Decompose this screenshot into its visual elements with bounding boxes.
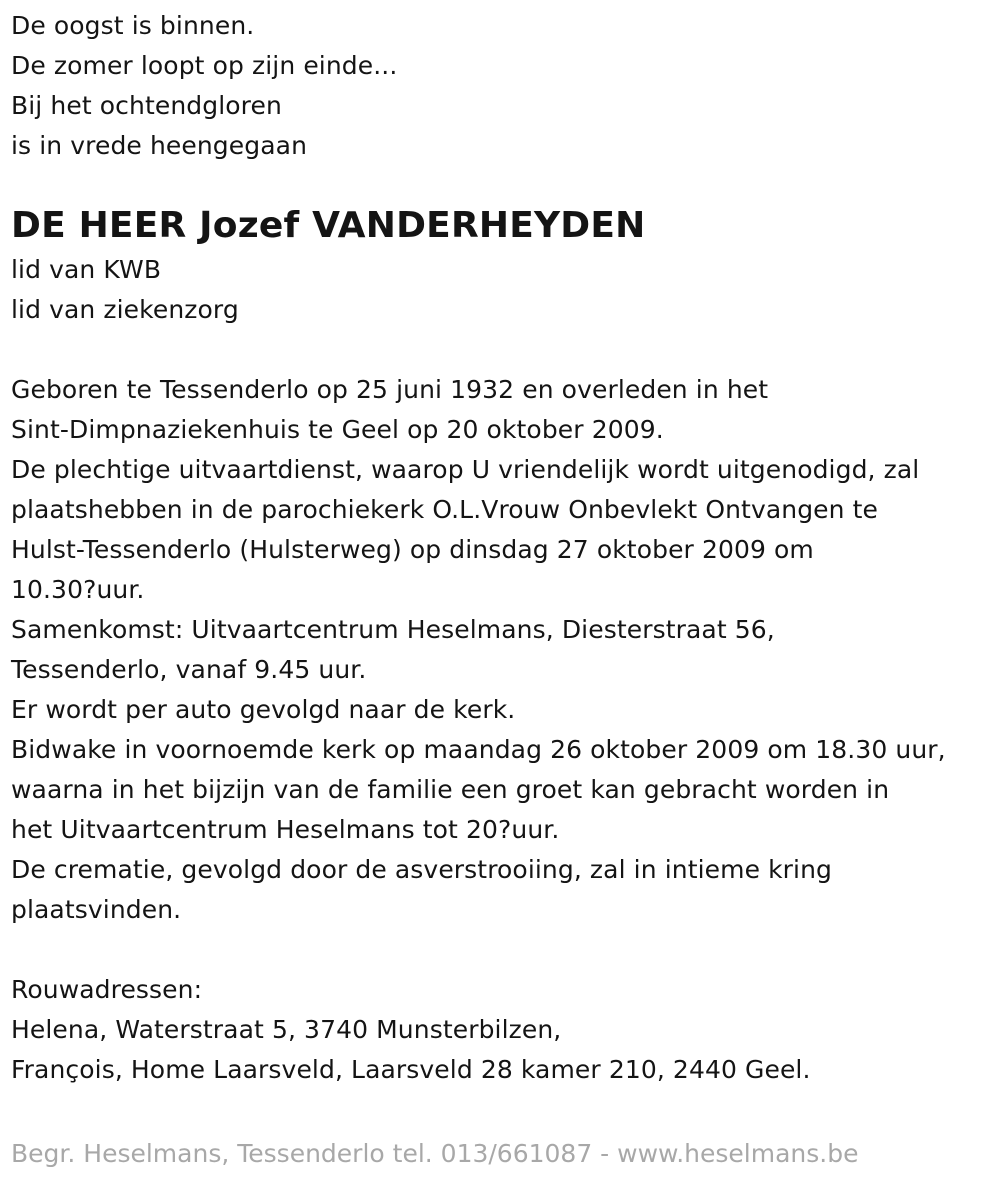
memberships-block <box>11 250 1000 330</box>
membership-line: lid van ziekenzorg <box>11 295 239 324</box>
addresses-heading: Rouwadressen: <box>11 975 203 1004</box>
address-line: Helena, Waterstraat 5, 3740 Munsterbilzen, <box>11 1015 562 1044</box>
announcement-line: het Uitvaartcentrum Heselmans tot 20?uur. <box>11 815 560 844</box>
poem-block <box>11 6 1000 166</box>
announcement-line: Hulst-Tessenderlo (Hulsterweg) op dinsdag 27 oktober 2009 om <box>11 535 814 564</box>
announcement-line: Tessenderlo, vanaf 9.45 uur. <box>11 655 367 684</box>
poem-line: is in vrede heengegaan <box>11 131 308 160</box>
announcement-line: Geboren te Tessenderlo op 25 juni 1932 en overleden in het <box>11 375 769 404</box>
deceased-name: DE HEER Jozef VANDERHEYDEN <box>11 205 646 246</box>
announcement-line: Sint-Dimpnaziekenhuis te Geel op 20 oktober 2009. <box>11 415 664 444</box>
announcement-line: plaatshebben in de parochiekerk O.L.Vrouw Onbevlekt Ontvangen te <box>11 495 879 524</box>
announcement-block <box>11 370 1000 930</box>
announcement-line: plaatsvinden. <box>11 895 182 924</box>
announcement-line: De plechtige uitvaartdienst, waarop U vriendelijk wordt uitgenodigd, zal <box>11 455 920 484</box>
announcement-line: Er wordt per auto gevolgd naar de kerk. <box>11 695 516 724</box>
poem-line: De oogst is binnen. <box>11 11 255 40</box>
announcement-line: waarna in het bijzijn van de familie een groet kan gebracht worden in <box>11 775 890 804</box>
announcement-line: 10.30?uur. <box>11 575 145 604</box>
announcement-line: De crematie, gevolgd door de asverstrooiing, zal in intieme kring <box>11 855 833 884</box>
membership-line: lid van KWB <box>11 255 162 284</box>
announcement-line: Bidwake in voornoemde kerk op maandag 26 oktober 2009 om 18.30 uur, <box>11 735 946 764</box>
addresses-block <box>11 970 1000 1090</box>
announcement-line: Samenkomst: Uitvaartcentrum Heselmans, Diesterstraat 56, <box>11 615 775 644</box>
poem-line: Bij het ochtendgloren <box>11 91 282 120</box>
address-line: François, Home Laarsveld, Laarsveld 28 kamer 210, 2440 Geel. <box>11 1055 811 1084</box>
funeral-home-footer: Begr. Heselmans, Tessenderlo tel. 013/661087 - www.heselmans.be <box>11 1139 859 1168</box>
poem-line: De zomer loopt op zijn einde... <box>11 51 398 80</box>
